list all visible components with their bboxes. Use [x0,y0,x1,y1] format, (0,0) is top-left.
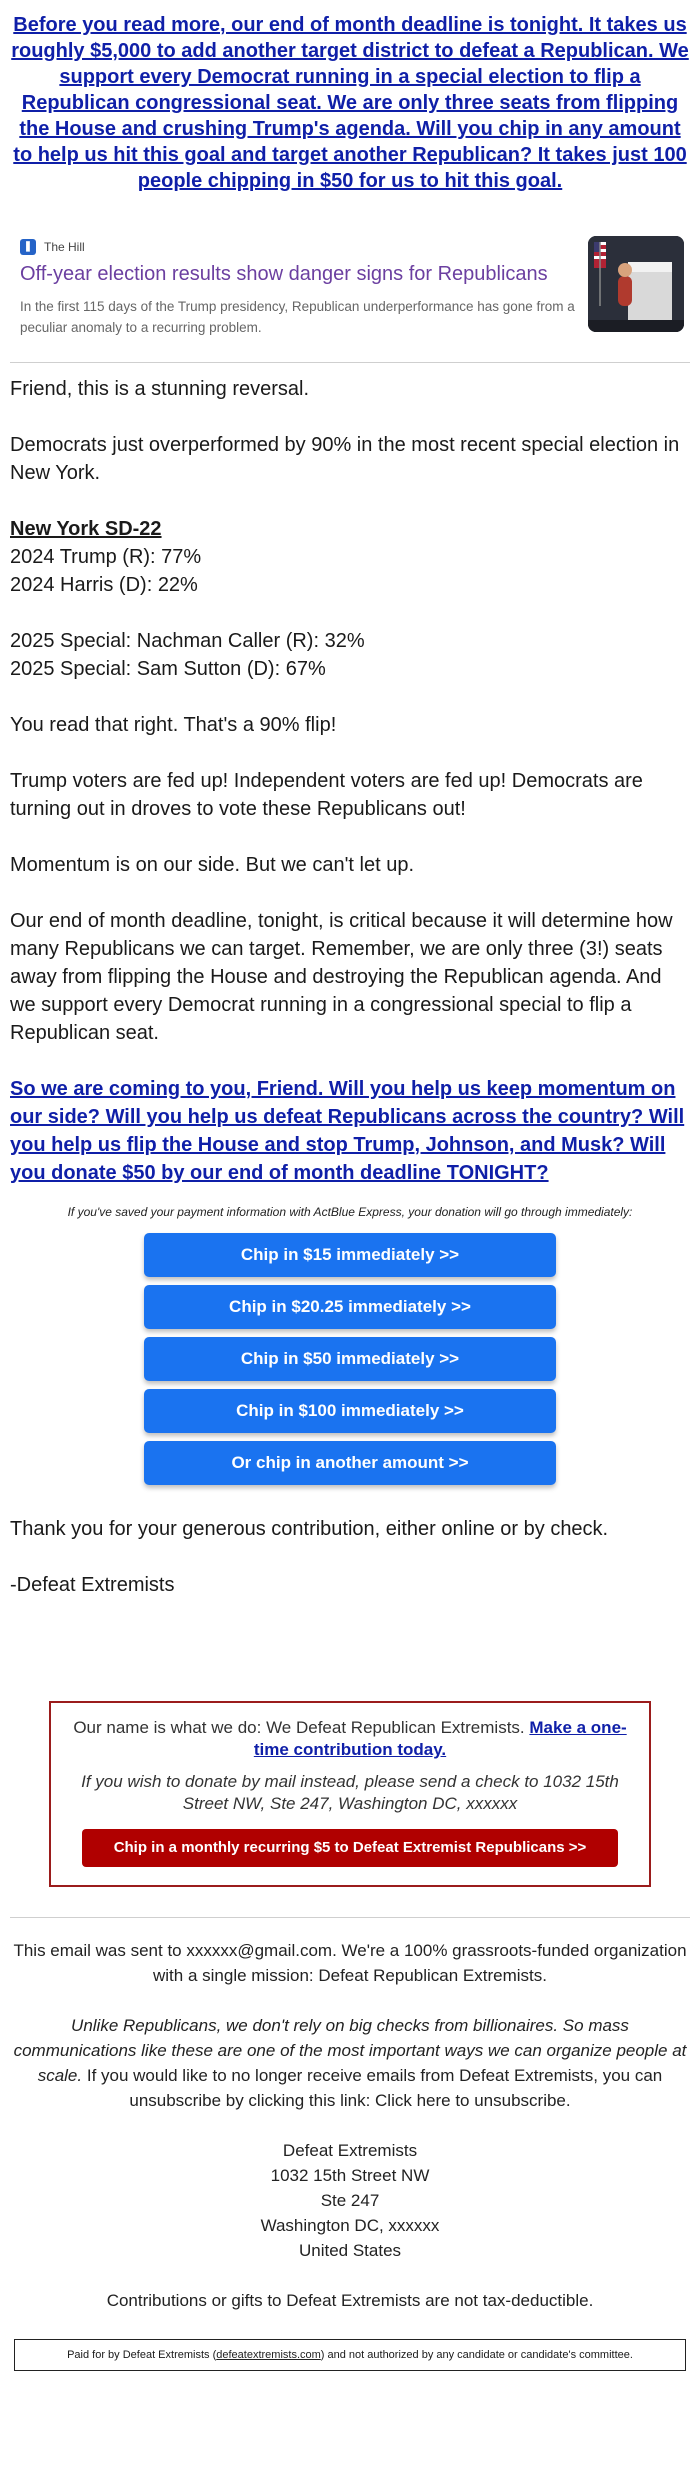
chip-in-100-button[interactable]: Chip in $100 immediately >> [144,1389,556,1433]
body-paragraph-2: Democrats just overperformed by 90% in the most recent special election in New York. [10,434,680,484]
footer-intro: Our name is what we do: We Defeat Republican Extremists. [73,1718,525,1737]
body-paragraph-3: You read that right. That's a 90% flip! [10,714,337,736]
thanks-text: Thank you for your generous contribution, either online or by check. [10,1518,609,1540]
closing [10,1515,690,1599]
address-org: Defeat Extremists [282,2141,418,2160]
one-time-contribution-link[interactable]: Make a one-time contribution today. [253,1718,627,1759]
donation-ask [10,1075,690,1187]
body-paragraph-6: Our end of month deadline, tonight, is critical because it will determine how many Republicans we can target. Remember, we are only three (3!) seats away from flipping the House and destroying the Republican agenda. And we support every Democrat running in a congressional special to flip a Republican seat. [10,910,673,1044]
top-appeal [10,12,690,194]
paid-for-suffix: ) and not authorized by any candidate or candidate's committee. [320,2349,633,2361]
footer-donate-box [49,1701,651,1887]
chip-in-50-button[interactable]: Chip in $50 immediately >> [144,1337,556,1381]
billionaires-unsubscribe-text [10,2013,690,2113]
message-body [10,375,690,1187]
district-name: New York SD-22 [10,518,162,540]
result-sutton-2025: 2025 Special: Sam Sutton (D): 67% [10,658,326,680]
actblue-express-note: If you've saved your payment information with ActBlue Express, your donation will go through immediately: [67,1205,633,1219]
billionaires-text: Unlike Republicans, we don't rely on big checks from billionaires. So mass communications like these are one of the most important ways we can organize people at scale. [13,2016,687,2085]
the-hill-logo-icon: ❚ [20,239,36,255]
news-thumbnail [588,236,684,332]
email-body [0,12,700,2371]
website-link[interactable]: defeatextremists.com [216,2349,321,2361]
mail-donation-note: If you wish to donate by mail instead, please send a check to 1032 15th Street NW, Ste 247, Washington DC, xxxxxx [81,1772,619,1813]
sent-to-text: This email was sent to xxxxxx@gmail.com. We're a 100% grassroots-funded organization with a single mission: Defeat Republican Extremists. [13,1941,687,1985]
result-caller-2025: 2025 Special: Nachman Caller (R): 32% [10,630,365,652]
chip-in-other-amount-button[interactable]: Or chip in another amount >> [144,1441,556,1485]
signoff: -Defeat Extremists [10,1574,175,1596]
paid-for-prefix: Paid for by Defeat Extremists ( [67,2349,217,2361]
news-preview-card[interactable] [10,236,690,336]
footer-intro-line [73,1717,627,1761]
address-city: Washington DC, xxxxxx [260,2216,440,2235]
monthly-recurring-button[interactable]: Chip in a monthly recurring $5 to Defeat Extremist Republicans >> [82,1829,618,1867]
chip-in-20-25-button[interactable]: Chip in $20.25 immediately >> [144,1285,556,1329]
news-title[interactable]: Off-year election results show danger signs for Republicans [20,263,548,285]
paid-for-disclaimer [14,2339,686,2371]
donation-buttons [10,1233,690,1493]
address-country: United States [298,2241,402,2260]
voting-booth-image-icon [588,236,684,332]
news-source [20,239,85,255]
chip-in-15-button[interactable]: Chip in $15 immediately >> [144,1233,556,1277]
unsubscribe-text[interactable]: If you would like to no longer receive emails from Defeat Extremists, you can unsubscribe by clicking this link: Click here to unsubscribe. [82,2066,663,2110]
body-paragraph-5: Momentum is on our side. But we can't let up. [10,854,415,876]
divider-top [10,362,690,363]
legal-footer [10,1938,690,2313]
body-paragraph-4: Trump voters are fed up! Independent voters are fed up! Democrats are turning out in droves to vote these Republicans out! [10,770,643,820]
donation-ask-link[interactable]: So we are coming to you, Friend. Will you help us keep momentum on our side? Will you help us defeat Republicans across the country? Will you help us flip the House and stop Trump, Johnson, and Musk? Will you donate $50 by our end of month deadline TONIGHT? [10,1078,685,1184]
address-street: 1032 15th Street NW [270,2166,430,2185]
top-appeal-link[interactable]: Before you read more, our end of month deadline is tonight. It takes us roughly $5,000 to add another target district to defeat a Republican. We support every Democrat running in a special election to flip a Republican congressional seat. We are only three seats from flipping the House and crushing Trump's agenda. Will you chip in any amount to help us hit this goal and target another Republican? It takes just 100 people chipping in $50 for us to hit this goal. [11,14,689,192]
result-trump-2024: 2024 Trump (R): 77% [10,546,202,568]
district-heading [10,515,690,543]
tax-disclaimer: Contributions or gifts to Defeat Extremists are not tax-deductible. [106,2291,594,2310]
news-source-name: The Hill [44,240,85,254]
news-description: In the first 115 days of the Trump presidency, Republican underperformance has gone from a peculiar anomaly to a recurring problem. [20,299,575,335]
result-harris-2024: 2024 Harris (D): 22% [10,574,198,596]
divider-footer [10,1917,690,1918]
address-suite: Ste 247 [320,2191,380,2210]
body-paragraph-1: Friend, this is a stunning reversal. [10,378,310,400]
